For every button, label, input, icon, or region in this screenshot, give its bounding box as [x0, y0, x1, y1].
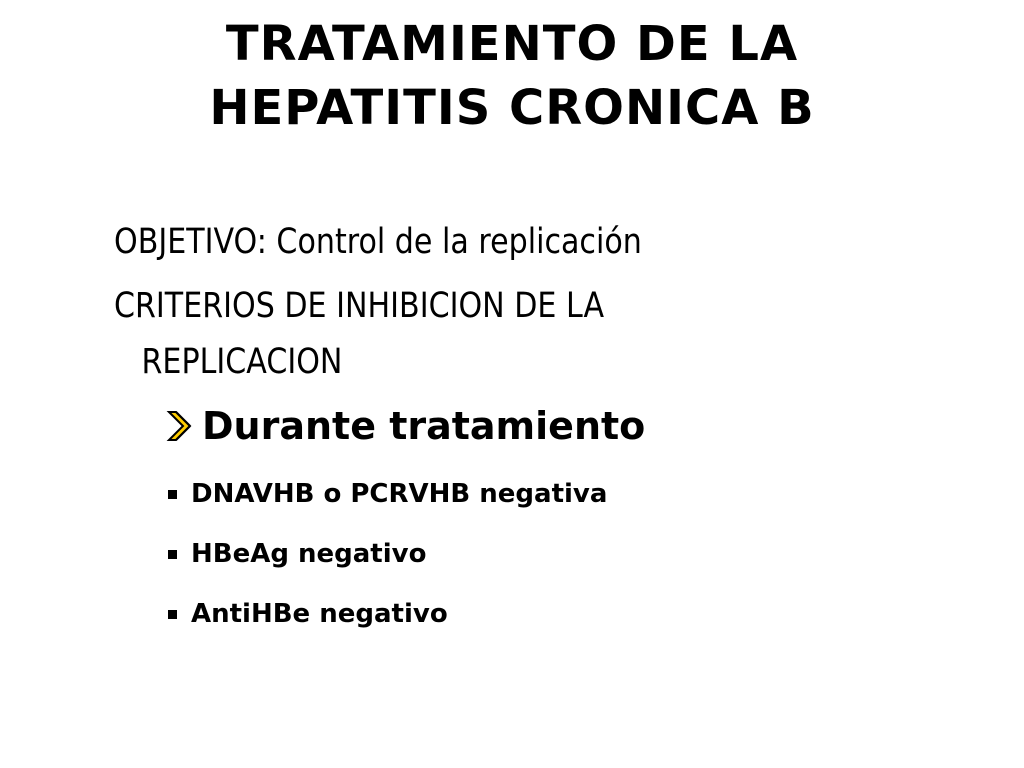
- arrow-bullet-icon: [166, 409, 198, 443]
- criteria-line-2: REPLICACION: [141, 342, 343, 382]
- title-line-1: TRATAMIENTO DE LA: [225, 16, 799, 72]
- bullet-list: [166, 464, 607, 644]
- slide-title: [0, 12, 1024, 140]
- sub-heading-label: Durante tratamiento: [202, 404, 646, 448]
- sub-heading: [166, 398, 645, 454]
- square-bullet-icon: [168, 550, 177, 559]
- objective-text: OBJETIVO: Control de la replicación: [114, 222, 642, 262]
- list-item: [166, 524, 607, 584]
- square-bullet-icon: [168, 610, 177, 619]
- square-bullet-icon: [168, 490, 177, 499]
- bullet-text: HBeAg negativo: [191, 539, 427, 569]
- criteria-text: [114, 278, 750, 390]
- title-line-2: HEPATITIS CRONICA B: [209, 80, 815, 136]
- criteria-line-1: CRITERIOS DE INHIBICION DE LA: [114, 286, 605, 326]
- bullet-text: AntiHBe negativo: [191, 599, 448, 629]
- bullet-text: DNAVHB o PCRVHB negativa: [191, 479, 608, 509]
- list-item: [166, 584, 607, 644]
- list-item: [166, 464, 607, 524]
